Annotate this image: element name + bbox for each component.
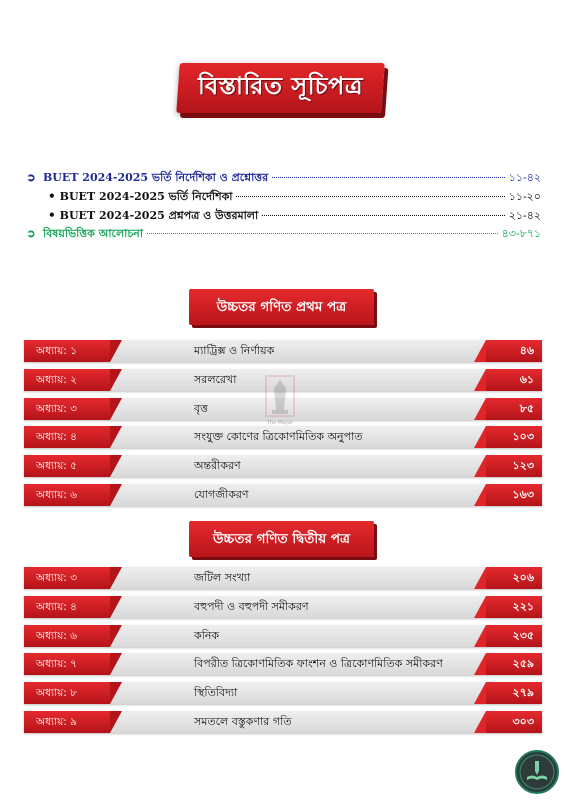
toc-entry-pages: ৪৩-৮৭১ xyxy=(501,227,541,240)
chapter-title: স্থিতিবিদ্যা xyxy=(194,686,238,700)
leader-dots xyxy=(262,215,504,216)
chapter-number: অধ্যায়: ১ xyxy=(24,340,110,362)
swirl-bullet-icon: ➲ xyxy=(26,227,36,240)
chapter-title: জটিল সংখ্যা xyxy=(194,571,251,584)
chapter-page: ১২৩ xyxy=(486,455,542,477)
chapter-title: যোগজীকরণ xyxy=(194,487,249,501)
bullet-dot-icon: • xyxy=(48,208,56,222)
leader-dots xyxy=(236,196,504,197)
chapter-title: সমতলে বস্তুকণার গতি xyxy=(194,714,292,728)
chapter-number: অধ্যায়: ৬ xyxy=(24,625,110,647)
section-heading-paper-1: উচ্চতর গণিত প্রথম পত্র xyxy=(189,289,374,325)
chapter-title: সংযুক্ত কোণের ত্রিকোণমিতিক অনুপাত xyxy=(194,430,363,444)
bullet-dot-icon: • xyxy=(48,189,56,203)
toc-entry-pages: ১১-৪২ xyxy=(508,171,541,184)
chapter-number: অধ্যায়: ৭ xyxy=(24,653,110,675)
chapter-page: ২২১ xyxy=(486,596,542,618)
chapter-title: কনিক xyxy=(194,628,220,642)
chapter-page: ৮৫ xyxy=(486,398,542,420)
chapter-page: ২০৬ xyxy=(486,567,542,589)
chapter-title: ম্যাট্রিক্স ও নির্ণায়ক xyxy=(194,344,275,357)
chapter-row[interactable] xyxy=(24,596,542,618)
page-title: বিস্তারিত সূচিপত্র xyxy=(198,72,363,100)
leader-dots xyxy=(147,233,498,234)
chapter-page: ২৩৫ xyxy=(486,625,542,647)
chapter-title: সরলরেখা xyxy=(194,372,237,386)
tower-watermark-icon xyxy=(262,374,298,420)
leader-dots xyxy=(272,177,504,178)
chapter-title: বিপরীত ত্রিকোণমিতিক ফাংশন ও ত্রিকোণমিতিক সমীকরণ xyxy=(194,657,443,671)
chapter-row[interactable] xyxy=(24,484,542,506)
chapter-number: অধ্যায়: ৬ xyxy=(24,484,110,506)
chapter-title: বৃত্ত xyxy=(194,401,208,415)
chapter-number: অধ্যায়: ২ xyxy=(24,369,110,391)
chapter-page: ৩০৩ xyxy=(486,711,542,733)
toc-entry-pages: ১১-২০ xyxy=(508,190,541,203)
chapter-row[interactable] xyxy=(24,653,542,675)
chapter-row[interactable] xyxy=(24,426,542,448)
chapter-number: অধ্যায়: ৩ xyxy=(24,567,110,589)
toc-entry-label: BUET 2024-2025 প্রশ্নপত্র ও উত্তরমালা xyxy=(59,209,259,222)
chapter-number: অধ্যায়: ৪ xyxy=(24,426,110,448)
section-heading-paper-2: উচ্চতর গণিত দ্বিতীয় পত্র xyxy=(189,521,374,557)
toc-entry-label: BUET 2024-2025 ভর্তি নির্দেশিকা ও প্রশ্নোত্তর xyxy=(43,171,269,184)
swirl-bullet-icon: ➲ xyxy=(26,171,36,184)
chapter-number: অধ্যায়: ৯ xyxy=(24,711,110,733)
chapter-row[interactable] xyxy=(24,711,542,733)
toc-entry-buet-guide[interactable] xyxy=(25,169,541,188)
chapter-list-paper-1 xyxy=(24,340,542,513)
chapter-number: অধ্যায়: ৮ xyxy=(24,682,110,704)
toc-entry-label: বিষয়ভিত্তিক আলোচনা xyxy=(43,227,144,240)
chapter-page: ৬১ xyxy=(486,369,542,391)
chapter-row[interactable] xyxy=(24,625,542,647)
book-pen-logo-icon xyxy=(515,750,559,794)
chapter-list-paper-2 xyxy=(24,567,542,740)
toc-entry-pages: ২১-৪২ xyxy=(508,209,541,222)
chapter-number: অধ্যায়: ৩ xyxy=(24,398,110,420)
toc-entry-topic-discussion[interactable] xyxy=(25,225,541,244)
chapter-row[interactable] xyxy=(24,455,542,477)
chapter-title: বহুপদী ও বহুপদী সমীকরণ xyxy=(194,599,309,613)
chapter-number: অধ্যায়: ৪ xyxy=(24,596,110,618)
toc-entry-label: BUET 2024-2025 ভর্তি নির্দেশিকা xyxy=(59,190,233,203)
chapter-page: ২৭৯ xyxy=(486,682,542,704)
page-title-banner xyxy=(176,63,384,113)
chapter-page: ২৫৯ xyxy=(486,653,542,675)
chapter-number: অধ্যায়: ৫ xyxy=(24,455,110,477)
chapter-page: ১৬৩ xyxy=(486,484,542,506)
chapter-row[interactable] xyxy=(24,567,542,589)
watermark-label: The Mayor xyxy=(266,420,294,426)
chapter-page: ৪৬ xyxy=(486,340,542,362)
chapter-page: ১০৩ xyxy=(486,426,542,448)
chapter-title: অন্তরীকরণ xyxy=(194,459,241,473)
toc-subentry-admission-guide[interactable] xyxy=(48,188,541,207)
toc-subentry-question-answers[interactable] xyxy=(48,207,541,226)
chapter-row[interactable] xyxy=(24,682,542,704)
chapter-row[interactable] xyxy=(24,340,542,362)
